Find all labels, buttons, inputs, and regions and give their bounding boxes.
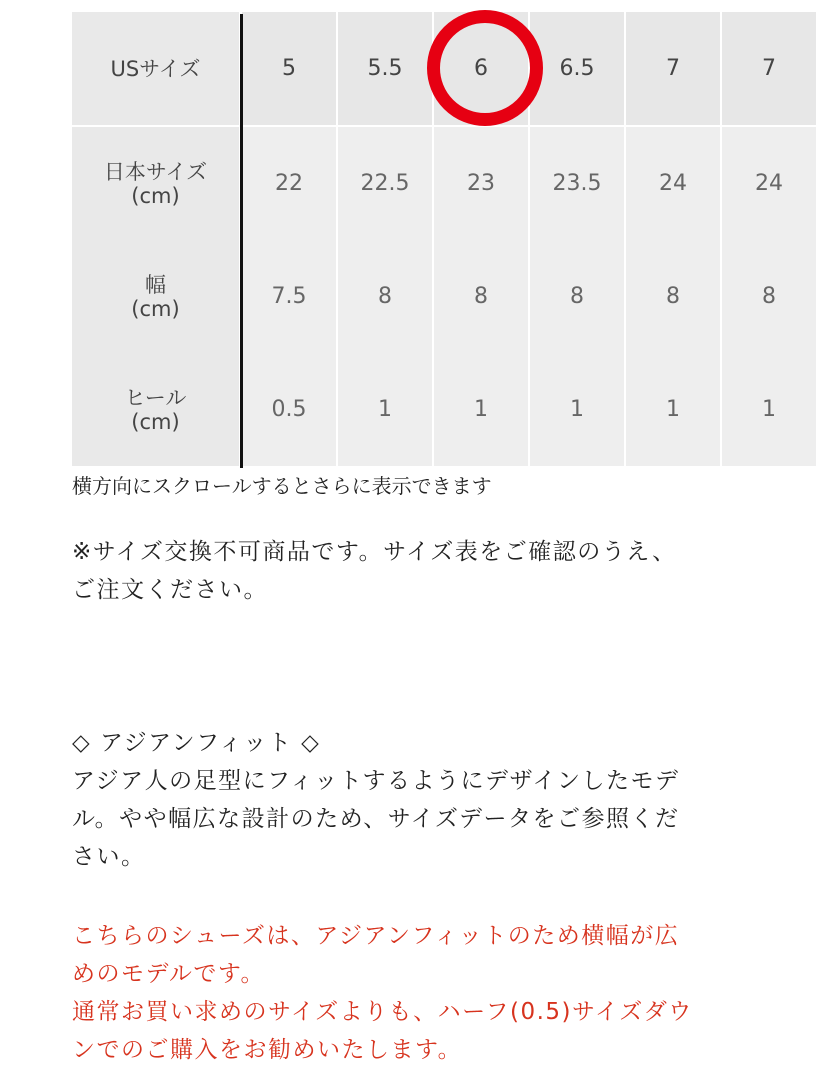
asian-fit-heading: ◇ アジアンフィット ◇ — [72, 730, 321, 756]
width-cell: 7.5 — [242, 240, 336, 353]
us-size-7-5: 7 — [722, 12, 816, 125]
exchange-notice: ※サイズ交換不可商品です。サイズ表をご確認のうえ、 ご注文ください。 — [72, 539, 677, 603]
width-cell: 8 — [338, 240, 432, 353]
row-header-us-size: USサイズ — [72, 12, 239, 125]
row-header-jp-size: 日本サイズ (cm) — [72, 127, 239, 240]
us-size-5: 5 — [242, 12, 336, 125]
jp-size-cell: 24 — [626, 127, 720, 240]
us-size-6-5: 6.5 — [530, 12, 624, 125]
row-header-width: 幅 (cm) — [72, 240, 239, 353]
asian-fit-section: ◇ アジアンフィット ◇ アジア人の足型にフィットするようにデザインしたモデ ル。やや幅広な設計のため、サイズデータをご参照くだ さい。 — [72, 724, 762, 876]
width-cell: 8 — [626, 240, 720, 353]
header-column-divider — [240, 14, 243, 468]
scroll-hint: 横方向にスクロールするとさらに表示できます — [72, 474, 492, 498]
heel-cell: 1 — [626, 353, 720, 466]
size-table[interactable] — [72, 12, 783, 466]
jp-size-cell: 22 — [242, 127, 336, 240]
heel-cell: 1 — [338, 353, 432, 466]
width-cell: 8 — [530, 240, 624, 353]
jp-size-cell: 24 — [722, 127, 816, 240]
jp-size-cell: 23 — [434, 127, 528, 240]
jp-size-cell: 22.5 — [338, 127, 432, 240]
width-cell: 8 — [434, 240, 528, 353]
jp-size-cell: 23.5 — [530, 127, 624, 240]
size-down-recommendation: こちらのシューズは、アジアンフィットのため横幅が広 めのモデルです。 通常お買い求めのサイズよりも、ハーフ(0.5)サイズダウ ンでのご購入をお勧めいたします。 — [72, 923, 693, 1063]
row-header-heel: ヒール (cm) — [72, 353, 239, 466]
heel-cell: 0.5 — [242, 353, 336, 466]
heel-cell: 1 — [434, 353, 528, 466]
heel-cell: 1 — [530, 353, 624, 466]
us-size-5-5: 5.5 — [338, 12, 432, 125]
heel-cell: 1 — [722, 353, 816, 466]
width-cell: 8 — [722, 240, 816, 353]
us-size-7: 7 — [626, 12, 720, 125]
us-size-6: 6 — [434, 12, 528, 125]
